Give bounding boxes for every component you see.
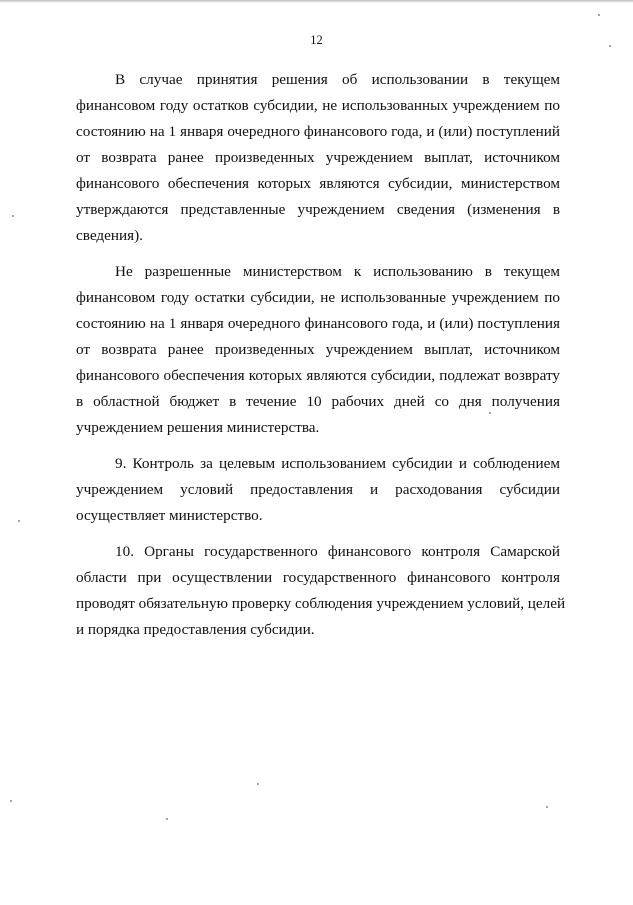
text-line: состоянию на 1 января очередного финансового года, и (или) поступления: [76, 315, 560, 332]
scan-speck: [10, 800, 12, 802]
paragraph-section-10-inspection: [76, 539, 566, 643]
scan-speck: [12, 215, 14, 217]
scan-speck: [546, 806, 548, 808]
text-line: от возврата ранее произведенных учреждением выплат, источником: [76, 341, 560, 358]
text-line: 10. Органы государственного финансового контроля Самарской: [115, 543, 560, 560]
scan-speck: [609, 45, 611, 47]
text-line: финансового обеспечения которых являются субсидии, подлежат возврату: [76, 367, 560, 384]
paragraph-unused-balance-return: [76, 259, 560, 441]
text-line: сведения).: [76, 227, 143, 244]
scan-speck: [18, 520, 20, 522]
text-line: утверждаются представленные учреждением сведения (изменения в: [76, 201, 560, 218]
text-line: состоянию на 1 января очередного финансового года, и (или) поступлений: [76, 123, 560, 140]
scan-speck: [598, 14, 600, 16]
scan-speck: [489, 412, 491, 414]
text-line: Не разрешенные министерством к использованию в текущем: [115, 263, 560, 280]
text-line: финансовом году остатков субсидии, не использованных учреждением по: [76, 97, 560, 114]
text-line: 9. Контроль за целевым использованием субсидии и соблюдением: [115, 455, 560, 472]
text-line: финансового обеспечения которых являются субсидии, министерством: [76, 175, 560, 192]
paragraph-unused-balance-approval: [76, 67, 560, 249]
text-line: и порядка предоставления субсидии.: [76, 621, 315, 638]
page-number: 12: [310, 33, 323, 47]
scan-speck: [257, 783, 259, 785]
scan-top-edge: [0, 0, 633, 3]
text-line: от возврата ранее произведенных учреждением выплат, источником: [76, 149, 560, 166]
text-line: осуществляет министерство.: [76, 507, 263, 524]
text-line: учреждением условий предоставления и расходования субсидии: [76, 481, 560, 498]
text-line: учреждением решения министерства.: [76, 419, 320, 436]
document-body: [76, 67, 566, 653]
text-line: в областной бюджет в течение 10 рабочих дней со дня получения: [76, 393, 560, 410]
scan-speck: [166, 818, 168, 820]
paragraph-section-9-control: [76, 451, 560, 529]
text-line: области при осуществлении государственного финансового контроля: [76, 569, 560, 586]
text-line: В случае принятия решения об использовании в текущем: [115, 71, 560, 88]
text-line: проводят обязательную проверку соблюдения учреждением условий, целей: [76, 595, 566, 612]
text-line: финансовом году остатки субсидии, не использованные учреждением по: [76, 289, 560, 306]
